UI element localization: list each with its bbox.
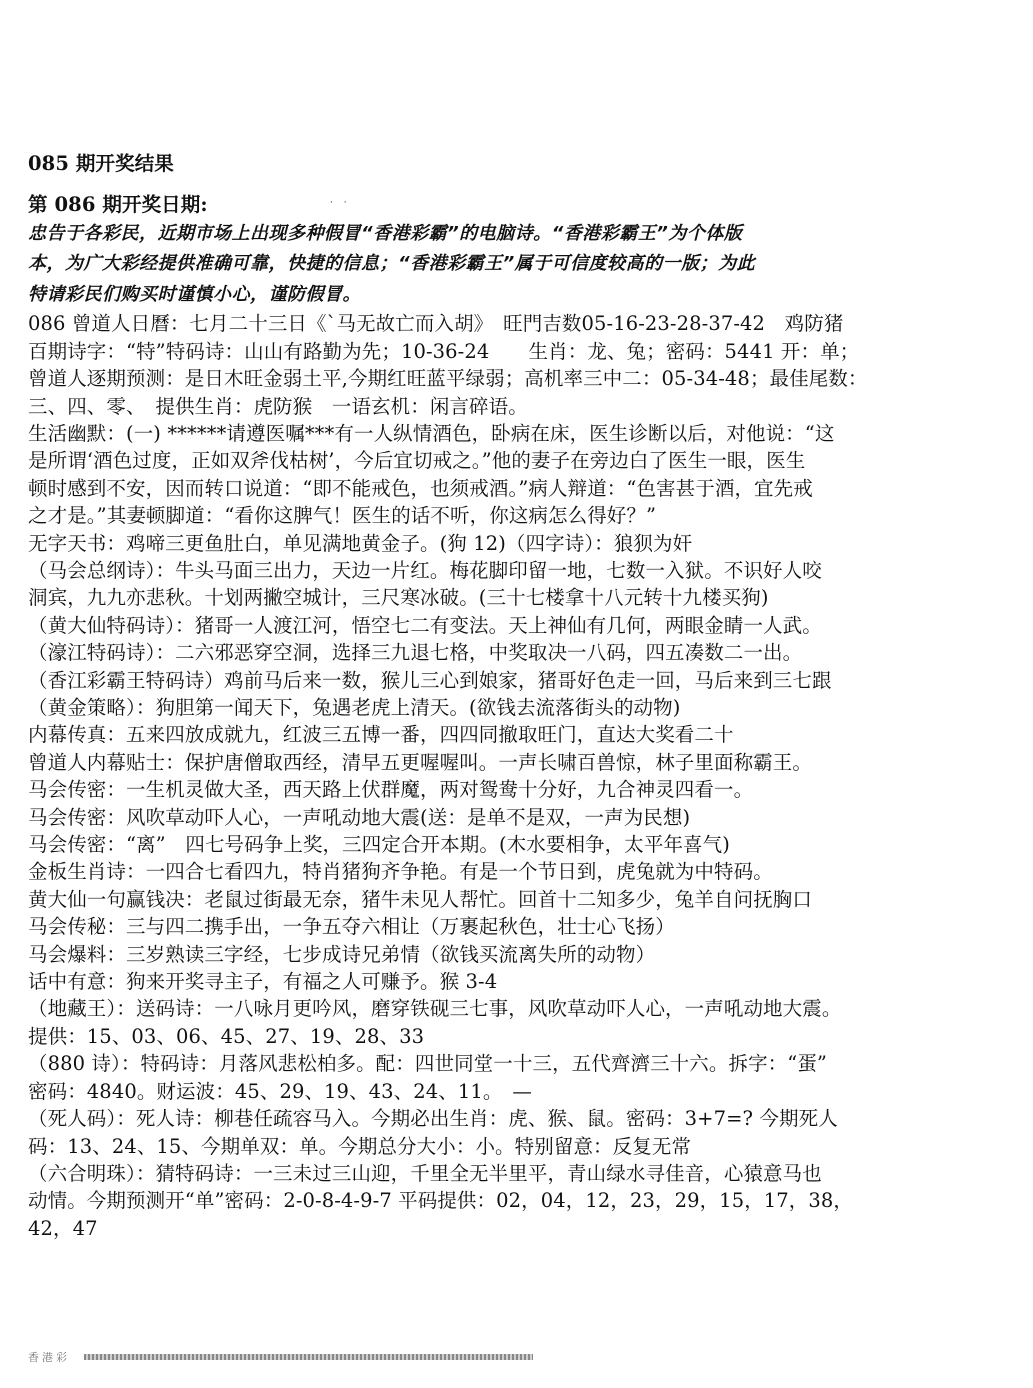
text-line: 黄大仙一句赢钱决：老鼠过街最无奈，猪牛未见人帮忙。回首十二知多少，兔羊自问抚胸口 <box>28 887 813 911</box>
footer-strip <box>28 1350 533 1364</box>
text-line: （香江彩霸王特码诗）鸡前马后来一数，猴儿三心到娘家，猪哥好色走一回，马后来到三七跟 <box>28 668 832 692</box>
prev-result-title: 085 期开奖结果 <box>28 152 174 175</box>
text-line: 曾道人逐期预测：是日木旺金弱土平,今期红旺蓝平绿弱；高机率三中二：05-34-48；最佳尾数： <box>28 367 868 391</box>
notice-line: 本，为广大彩经提供准确可靠，快捷的信息；“香港彩霸王”属于可信度较高的一版；为此 <box>28 253 756 275</box>
text-line: 话中有意：狗来开奖寻主子，有福之人可赚予。猴 3-4 <box>28 970 498 994</box>
text-line: 马会传密：风吹草动吓人心，一声吼动地大震(送：是单不是双，一声为民想) <box>28 805 691 829</box>
text-line: 086 曾道人日曆：七月二十三日《`马无故亡而入胡》 旺門吉数05-16-23-28-37-42 鸡防猪 <box>28 312 844 336</box>
document-page <box>28 150 1018 1242</box>
text-line: 码：13、24、15、今期单双：单。今期总分大小：小。特别留意：反复无常 <box>28 1134 692 1158</box>
notice-line: 忠告于各彩民，近期市场上出现多种假冒“香港彩霸”的电脑诗。“香港彩霸王”为个体版 <box>28 222 743 244</box>
text-line: （马会总纲诗）：牛头马面三出力，天边一片红。梅花脚印留一地，七数一入狱。不识好人咬 <box>28 558 822 582</box>
scan-speck: · · <box>330 198 351 208</box>
footer-text: 香港彩 <box>28 1351 70 1364</box>
text-line: （六合明珠）：猜特码诗：一三未过三山迎，千里全无半里平，青山绿水寻佳音，心猿意马也 <box>28 1161 822 1185</box>
notice-line: 特请彩民们购买时谨慎小心，谨防假冒。 <box>28 283 361 305</box>
body-text <box>28 310 1018 1242</box>
text-line: 马会传密：“离” 四七号码争上奖，三四定合开本期。(木水要相争，太平年喜气) <box>28 833 730 857</box>
text-line: 洞宾，九九亦悲秋。十划两撇空城计，三尺寒冰破。(三十七楼拿十八元转十九楼买狗) <box>28 586 769 610</box>
text-line: （濠江特码诗）：二六邪恶穿空洞，选择三九退七格，中奖取决一八码，四五凑数二一出。 <box>28 641 803 665</box>
text-line: 马会爆料：三岁熟读三字经，七步成诗兄弟情（欲钱买流离失所的动物） <box>28 942 656 966</box>
text-line: 曾道人内幕贴士：保护唐僧取西经，清早五更喔喔叫。一声长啸百兽惊，林子里面称霸王。 <box>28 750 813 774</box>
text-line: 提供：15、03、06、45、27、19、28、33 <box>28 1024 425 1048</box>
text-line: 密码：4840。财运波：45、29、19、43、24、11。 — <box>28 1079 532 1103</box>
next-draw-date: 第 086 期开奖日期: <box>28 193 208 217</box>
text-line: 马会传秘：三与四二携手出，一争五夺六相让（万裹起秋色，壮士心飞扬） <box>28 915 675 939</box>
text-line: （地藏王）：送码诗：一八咏月更吟风，磨穿铁砚三七事，风吹草动吓人心，一声吼动地大震。 <box>28 997 842 1021</box>
text-line: （880 诗）：特码诗：月落风悲松柏多。配：四世同堂一十三，五代齊濟三十六。拆字：“蛋” <box>28 1052 828 1076</box>
text-line: 无字天书：鸡啼三更鱼肚白，单见满地黄金子。(狗 12)（四字诗）：狼狈为奸 <box>28 531 693 555</box>
text-line: 马会传密：一生机灵做大圣，西天路上伏群魔，两对鸳鸯十分好，九合神灵四看一。 <box>28 778 754 802</box>
text-line: 金板生肖诗：一四合七看四九，特肖猪狗齐争艳。有是一个节日到，虎兔就为中特码。 <box>28 860 773 884</box>
spacer <box>28 177 1018 191</box>
text-line: 内幕传真：五来四放成就九，红波三五博一番，四四同撤取旺门，直达大奖看二十 <box>28 723 734 747</box>
text-line: 是所谓‘酒色过度，正如双斧伐枯树’，今后宜切戒之。”他的妻子在旁边白了医生一眼，医生 <box>28 449 806 473</box>
notice-block <box>28 219 1018 311</box>
text-line: （黄金策略）：狗胆第一闻天下，兔遇老虎上清天。(欲钱去流落街头的动物) <box>28 696 681 719</box>
footer-divider <box>84 1354 533 1360</box>
text-line: 动情。今期预测开“单”密码：2-0-8-4-9-7 平码提供：02，04，12，23，29，15，17，38， <box>28 1189 854 1213</box>
text-line: 42，47 <box>28 1216 98 1240</box>
text-line: 生活幽默：(一) ******请遵医嘱***有一人纵情酒色，卧病在床，医生诊断以后，对他说：“这 <box>28 421 835 445</box>
text-line: 百期诗字：“特”特码诗：山山有路勤为先；10-36-24 生肖：龙、兔；密码：5441 开：单； <box>28 339 860 363</box>
text-line: （死人码）：死人诗：柳巷任疏容马入。今期必出生肖：虎、猴、鼠。密码：3+7=? 今期死人 <box>28 1107 838 1131</box>
text-line: 之才是。”其妻顿脚道：“看你这脾气！医生的话不听，你这病怎么得好？” <box>28 504 657 528</box>
text-line: （黄大仙特码诗）：猪哥一人渡江河，悟空七二有变法。天上神仙有几何，两眼金睛一人武。 <box>28 613 822 637</box>
text-line: 顿时感到不安，因而转口说道：“即不能戒色，也须戒酒。”病人辩道：“色害甚于酒，宜先戒 <box>28 476 813 500</box>
text-line: 三、四、零、 提供生肖：虎防猴 一语玄机：闲言碎语。 <box>28 394 528 418</box>
